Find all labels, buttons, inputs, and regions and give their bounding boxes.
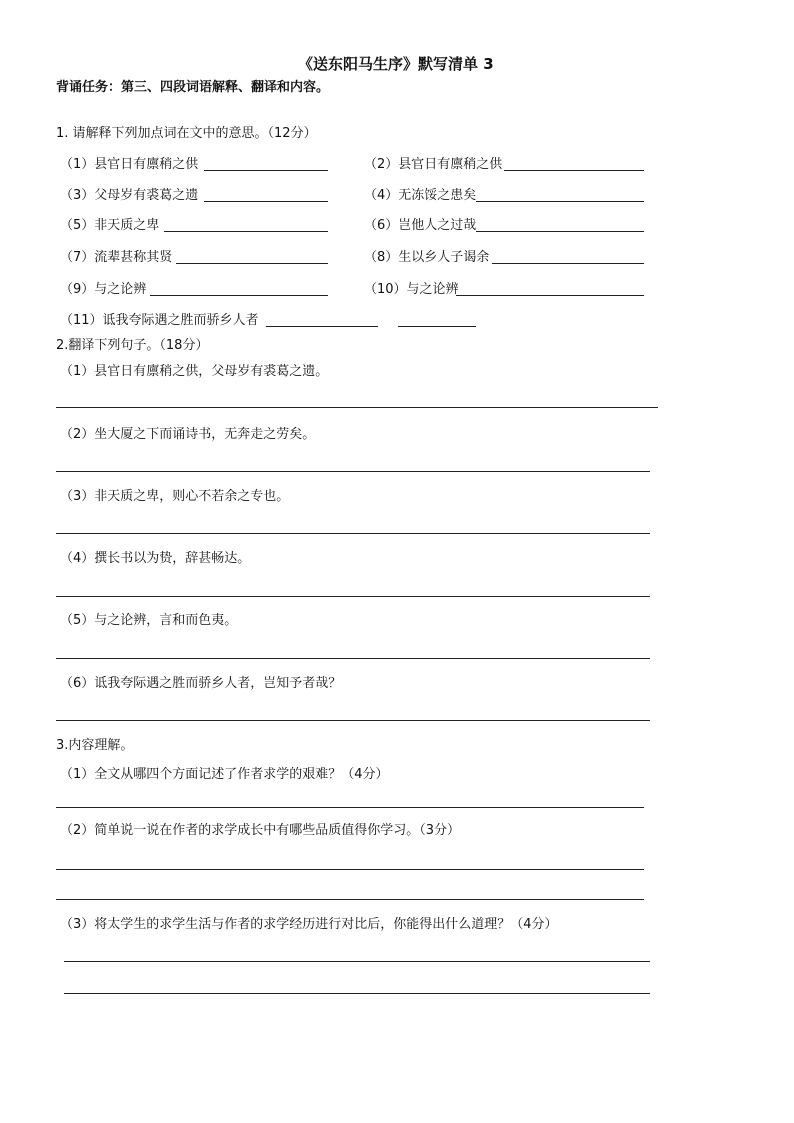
q1-item-1: （1）县官日有廪稍之供	[60, 157, 199, 172]
q3-item-1: （1）全文从哪四个方面记述了作者求学的艰难？（4分）	[60, 767, 389, 782]
q2-item-5: （5）与之论辨，言和而色夷。	[60, 613, 238, 628]
q1-item-11: （11）诋我夸际遇之胜而骄乡人者	[60, 313, 259, 328]
q1-item-3: （3）父母岁有裘葛之遗	[60, 188, 199, 203]
q1-answer-line-10[interactable]	[456, 295, 644, 296]
q1-answer-line-3[interactable]	[204, 201, 328, 202]
q1-answer-line-8[interactable]	[492, 263, 644, 264]
q2-answer-line-1[interactable]	[56, 407, 658, 408]
q2-item-4: （4）撰长书以为贽，辞甚畅达。	[60, 551, 251, 566]
q2-answer-line-4[interactable]	[56, 596, 650, 597]
q2-heading: 2.翻译下列句子。（18分）	[56, 338, 209, 353]
q2-item-1: （1）县官日有廪稍之供，父母岁有裘葛之遗。	[60, 364, 329, 379]
q1-answer-line-1[interactable]	[204, 170, 328, 171]
q1-answer-line-6[interactable]	[476, 231, 644, 232]
q2-answer-line-2[interactable]	[56, 471, 650, 472]
q1-answer-line-11a[interactable]	[266, 326, 378, 327]
page-title: 《送东阳马生序》默写清单 3	[298, 55, 494, 73]
q1-item-6: （6）岂他人之过哉	[364, 218, 477, 233]
q1-answer-line-2[interactable]	[504, 170, 644, 171]
q1-answer-line-7[interactable]	[176, 263, 328, 264]
q1-answer-line-9[interactable]	[150, 295, 328, 296]
q1-answer-line-5[interactable]	[164, 231, 328, 232]
q1-item-9: （9）与之论辨	[60, 282, 147, 297]
q1-item-4: （4）无冻馁之患矣	[364, 188, 477, 203]
q1-heading: 1. 请解释下列加点词在文中的意思。（12分）	[56, 126, 317, 141]
q2-item-3: （3）非天质之卑，则心不若余之专也。	[60, 489, 290, 504]
q1-item-7: （7）流辈甚称其贤	[60, 250, 173, 265]
q1-item-5: （5）非天质之卑	[60, 218, 160, 233]
q3-answer-line-3b[interactable]	[64, 993, 650, 994]
q2-answer-line-6[interactable]	[56, 720, 650, 721]
q2-answer-line-3[interactable]	[56, 533, 650, 534]
q1-answer-line-4[interactable]	[476, 201, 644, 202]
q2-item-2: （2）坐大厦之下而诵诗书，无奔走之劳矣。	[60, 427, 316, 442]
q1-item-10: （10）与之论辨	[364, 282, 459, 297]
q3-answer-line-2a[interactable]	[56, 869, 644, 870]
q1-answer-line-11b[interactable]	[398, 326, 476, 327]
q3-answer-line-3a[interactable]	[64, 961, 650, 962]
q2-answer-line-5[interactable]	[56, 658, 650, 659]
task-description: 背诵任务：第三、四段词语解释、翻译和内容。	[56, 80, 330, 95]
q1-item-2: （2）县官日有廪稍之供	[364, 157, 503, 172]
q3-heading: 3.内容理解。	[56, 738, 134, 753]
q2-item-6: （6）诋我夸际遇之胜而骄乡人者，岂知予者哉？	[60, 676, 342, 691]
q3-answer-line-2b[interactable]	[56, 899, 644, 900]
q3-item-2: （2）简单说一说在作者的求学成长中有哪些品质值得你学习。（3分）	[60, 823, 461, 838]
q1-item-8: （8）生以乡人子谒余	[364, 250, 490, 265]
q3-answer-line-1[interactable]	[56, 807, 644, 808]
q3-item-3: （3）将太学生的求学生活与作者的求学经历进行对比后，你能得出什么道理？（4分）	[60, 917, 558, 932]
